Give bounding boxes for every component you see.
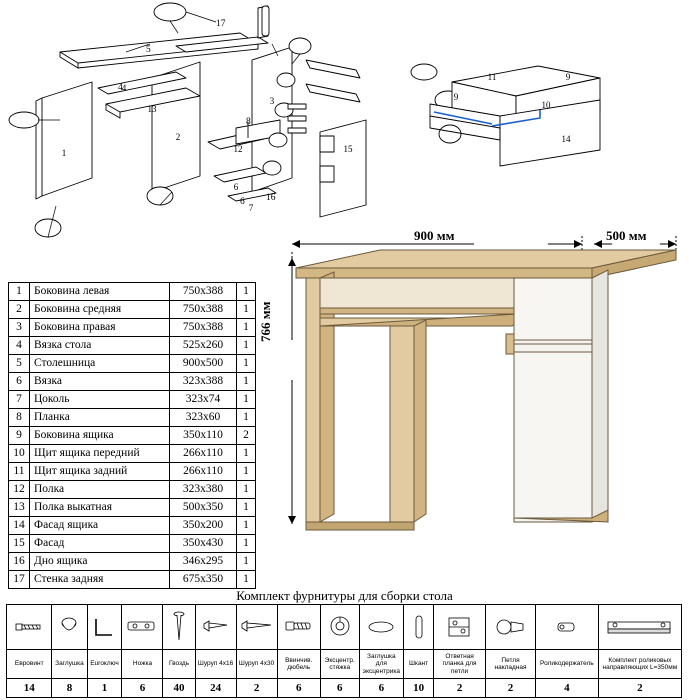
- part-size: 346х295: [170, 553, 237, 571]
- part-qty: 2: [237, 427, 256, 445]
- part-number: 11: [9, 463, 30, 481]
- table-row: [9, 499, 256, 517]
- svg-text:12: 12: [233, 144, 243, 154]
- svg-text:15: 15: [343, 144, 353, 154]
- part-qty: 1: [237, 481, 256, 499]
- part-qty: 1: [237, 445, 256, 463]
- roller-holder-icon: [535, 605, 598, 650]
- cap-icon: [52, 605, 87, 650]
- svg-text:17: 17: [216, 19, 226, 29]
- hardware-item-name: Шуруп 4х30: [236, 650, 277, 679]
- part-name: Полка выкатная: [30, 499, 170, 517]
- hardware-item-name: Шуруп 4х16: [195, 650, 236, 679]
- part-name: Боковина средняя: [30, 301, 170, 319]
- part-qty: 1: [237, 337, 256, 355]
- part-qty: 1: [237, 571, 256, 589]
- part-number: 1: [9, 283, 30, 301]
- svg-text:6: 6: [240, 197, 245, 207]
- part-name: Боковина ящика: [30, 427, 170, 445]
- part-qty: 1: [237, 499, 256, 517]
- svg-text:1: 1: [61, 148, 67, 158]
- hardware-item-name: Шкант: [404, 650, 434, 679]
- hardware-item-count: 6: [122, 679, 163, 698]
- svg-text:11: 11: [487, 72, 497, 82]
- svg-text:7: 7: [248, 203, 254, 213]
- part-size: 750х388: [170, 283, 237, 301]
- part-name: Боковина правая: [30, 319, 170, 337]
- part-number: 10: [9, 445, 30, 463]
- hardware-item-name: Эксцентр. стяжка: [320, 650, 359, 679]
- part-number: 7: [9, 391, 30, 409]
- hardware-item-count: 6: [359, 679, 404, 698]
- part-name: Планка: [30, 409, 170, 427]
- svg-text:9: 9: [565, 72, 571, 82]
- table-row: [9, 571, 256, 589]
- part-number: 4: [9, 337, 30, 355]
- part-name: Дно ящика: [30, 553, 170, 571]
- part-size: 266х110: [170, 463, 237, 481]
- part-number: 16: [9, 553, 30, 571]
- desk-width-label: 900 мм: [414, 228, 455, 243]
- slide-rails-icon: [598, 605, 681, 650]
- part-number: 12: [9, 481, 30, 499]
- part-number: 13: [9, 499, 30, 517]
- table-row: [9, 409, 256, 427]
- part-qty: 1: [237, 355, 256, 373]
- table-row: [9, 319, 256, 337]
- part-size: 525х260: [170, 337, 237, 355]
- part-name: Вязка: [30, 373, 170, 391]
- svg-text:9: 9: [453, 92, 459, 102]
- hardware-item-count: 2: [434, 679, 486, 698]
- part-size: 750х388: [170, 319, 237, 337]
- desk-render: [258, 222, 682, 562]
- svg-text:6: 6: [233, 182, 239, 192]
- eccentric-cap-icon: [359, 605, 404, 650]
- hardware-kit-table: [6, 604, 682, 698]
- eccentric-tie-icon: [320, 605, 359, 650]
- table-row: [9, 373, 256, 391]
- hardware-item-count: 2: [598, 679, 681, 698]
- hardware-item-name: Комплект роликовых направляющих L=350мм: [598, 650, 681, 679]
- part-size: 675х350: [170, 571, 237, 589]
- hardware-item-name: Ввинчив. дюбель: [277, 650, 320, 679]
- hardware-item-count: 2: [236, 679, 277, 698]
- part-size: 323х388: [170, 373, 237, 391]
- exploded-assembly-drawing: [0, 0, 689, 250]
- hardware-item-count: 2: [486, 679, 536, 698]
- part-size: 323х74: [170, 391, 237, 409]
- table-row: [9, 337, 256, 355]
- part-qty: 1: [237, 553, 256, 571]
- hardware-item-count: 14: [7, 679, 52, 698]
- part-name: Вязка стола: [30, 337, 170, 355]
- part-name: Полка: [30, 481, 170, 499]
- part-size: 350х200: [170, 517, 237, 535]
- desk-height-label: 766 мм: [258, 301, 273, 342]
- part-qty: 1: [237, 535, 256, 553]
- part-number: 3: [9, 319, 30, 337]
- part-number: 2: [9, 301, 30, 319]
- euro-screw-icon: [7, 605, 52, 650]
- hardware-item-name: Евровинт: [7, 650, 52, 679]
- part-qty: 1: [237, 517, 256, 535]
- part-number: 14: [9, 517, 30, 535]
- svg-text:14: 14: [561, 134, 571, 144]
- part-name: Стенка задняя: [30, 571, 170, 589]
- part-qty: 1: [237, 319, 256, 337]
- part-size: 500х350: [170, 499, 237, 517]
- table-row: [9, 445, 256, 463]
- svg-text:3: 3: [269, 96, 275, 106]
- part-name: Цоколь: [30, 391, 170, 409]
- part-qty: 1: [237, 301, 256, 319]
- parts-table: [8, 282, 256, 589]
- svg-text:5: 5: [146, 45, 151, 55]
- part-size: 350х430: [170, 535, 237, 553]
- svg-text:2: 2: [175, 132, 181, 142]
- part-number: 8: [9, 409, 30, 427]
- hinge-icon: [486, 605, 536, 650]
- part-name: Фасад ящика: [30, 517, 170, 535]
- part-number: 17: [9, 571, 30, 589]
- hardware-item-name: Ножка: [122, 650, 163, 679]
- part-name: Щит ящика задний: [30, 463, 170, 481]
- part-qty: 1: [237, 283, 256, 301]
- part-size: 266х110: [170, 445, 237, 463]
- part-number: 5: [9, 355, 30, 373]
- table-row: [9, 301, 256, 319]
- dowel-icon: [404, 605, 434, 650]
- part-name: Фасад: [30, 535, 170, 553]
- desk-depth-label: 500 мм: [606, 228, 647, 243]
- hardware-item-name: Роликодержатель: [535, 650, 598, 679]
- hardware-item-count: 4: [535, 679, 598, 698]
- table-row: [9, 481, 256, 499]
- table-row: [9, 553, 256, 571]
- foot-icon: [122, 605, 163, 650]
- hardware-item-name: Euroключ: [87, 650, 122, 679]
- hardware-item-count: 1: [87, 679, 122, 698]
- hardware-item-count: 8: [52, 679, 87, 698]
- part-qty: 1: [237, 373, 256, 391]
- table-row: [9, 535, 256, 553]
- part-size: 750х388: [170, 301, 237, 319]
- hardware-item-count: 6: [277, 679, 320, 698]
- part-number: 15: [9, 535, 30, 553]
- table-row: [9, 463, 256, 481]
- screw-in-dowel-icon: [277, 605, 320, 650]
- hardware-kit-title: Комплект фурнитуры для сборки стола: [236, 588, 453, 603]
- hardware-item-name: Петля накладная: [486, 650, 536, 679]
- hardware-item-count: 40: [163, 679, 195, 698]
- hardware-item-name: Заглушка: [52, 650, 87, 679]
- table-row: [9, 355, 256, 373]
- hardware-item-name: Гвоздь: [163, 650, 195, 679]
- svg-text:13: 13: [147, 104, 157, 114]
- part-qty: 1: [237, 409, 256, 427]
- hardware-item-name: Ответная планка для петли: [434, 650, 486, 679]
- part-qty: 1: [237, 463, 256, 481]
- screw-4x16-icon: [195, 605, 236, 650]
- part-name: Боковина левая: [30, 283, 170, 301]
- part-name: Столешница: [30, 355, 170, 373]
- svg-text:4: 4: [118, 83, 123, 93]
- screw-4x30-icon: [236, 605, 277, 650]
- part-qty: 1: [237, 391, 256, 409]
- svg-text:16: 16: [266, 193, 276, 203]
- part-name: Щит ящика передний: [30, 445, 170, 463]
- hardware-item-count: 10: [404, 679, 434, 698]
- hardware-item-count: 24: [195, 679, 236, 698]
- hardware-item-count: 6: [320, 679, 359, 698]
- part-size: 350х110: [170, 427, 237, 445]
- table-row: [9, 517, 256, 535]
- part-size: 323х380: [170, 481, 237, 499]
- part-size: 900х500: [170, 355, 237, 373]
- allen-key-icon: [87, 605, 122, 650]
- svg-text:8: 8: [246, 117, 251, 127]
- hardware-item-name: Заглушка для эксцентрика: [359, 650, 404, 679]
- hinge-plate-icon: [434, 605, 486, 650]
- part-size: 323х60: [170, 409, 237, 427]
- table-row: [9, 391, 256, 409]
- svg-text:10: 10: [541, 100, 551, 110]
- table-row: [9, 283, 256, 301]
- table-row: [9, 427, 256, 445]
- part-number: 6: [9, 373, 30, 391]
- nail-icon: [163, 605, 195, 650]
- part-number: 9: [9, 427, 30, 445]
- svg-text:4: 4: [121, 83, 127, 93]
